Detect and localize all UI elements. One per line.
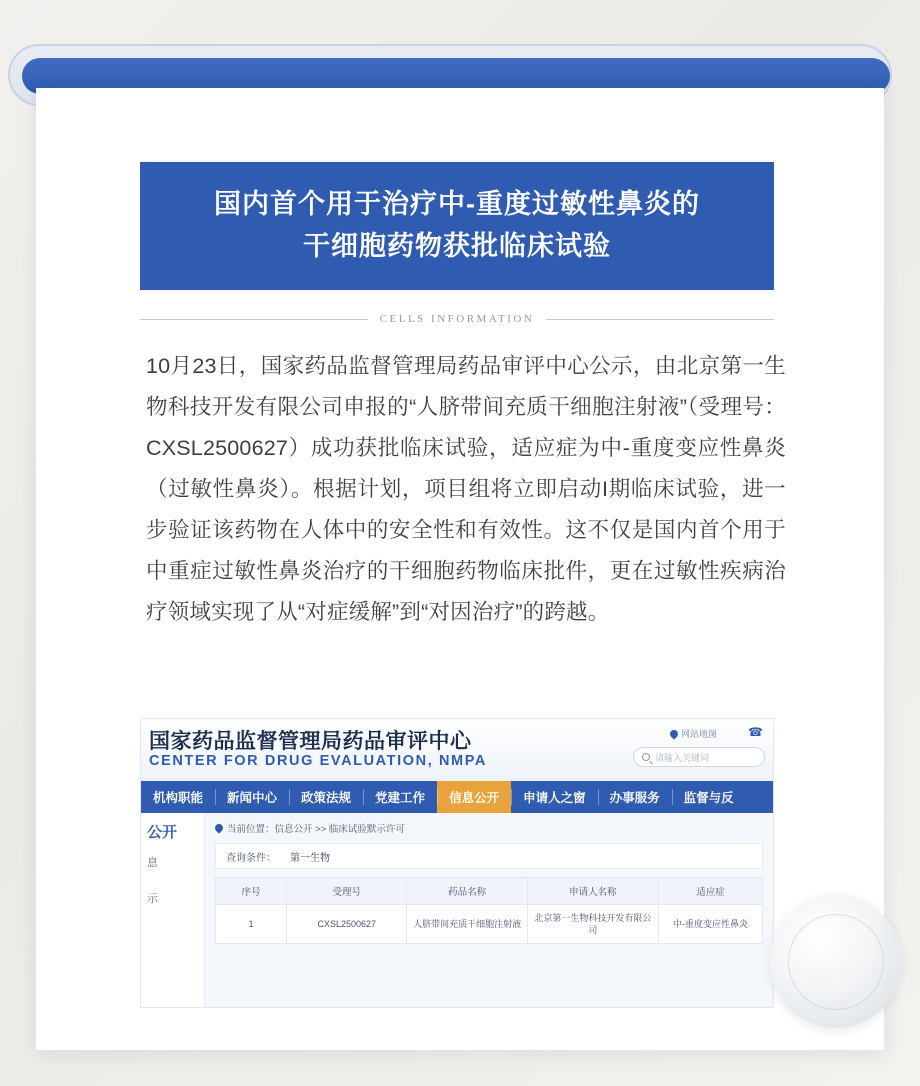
divider-rule-left xyxy=(140,319,368,320)
page-title-line-1: 国内首个用于治疗中-重度过敏性鼻炎的 xyxy=(214,189,700,220)
site-name-cn: 国家药品监督管理局药品审评中心 xyxy=(149,730,472,753)
table-header-3: 申请人名称 xyxy=(527,878,658,905)
nav-item-6[interactable]: 办事服务 xyxy=(598,781,672,813)
breadcrumb xyxy=(215,821,763,835)
page-title-line-2: 干细胞药物获批临床试验 xyxy=(303,231,611,261)
nav-item-4[interactable]: 信息公开 xyxy=(437,781,511,813)
decorative-sphere xyxy=(770,896,902,1028)
phone-icon: ☎ xyxy=(748,725,763,739)
site-header xyxy=(141,719,773,781)
nav-item-5[interactable]: 申请人之窗 xyxy=(511,781,598,813)
cell-applicant: 北京第一生物科技开发有限公司 xyxy=(527,905,658,944)
sidebar-item-0[interactable]: 息 xyxy=(147,857,158,869)
divider-rule-right xyxy=(546,319,774,320)
article-card xyxy=(36,88,884,1050)
divider-caption: CELLS INFORMATION xyxy=(379,313,535,325)
table-header-4: 适应症 xyxy=(659,878,763,905)
query-value: 第一生物 xyxy=(290,852,330,864)
cell-drug-name: 人脐带间充质干细胞注射液 xyxy=(407,905,527,944)
site-map-link[interactable] xyxy=(670,727,717,740)
site-main xyxy=(205,813,773,1008)
breadcrumb-text: 当前位置：信息公开 >> 临床试验默示许可 xyxy=(227,824,405,835)
site-search-box[interactable] xyxy=(633,747,765,767)
nav-item-2[interactable]: 政策法规 xyxy=(289,781,363,813)
cell-indication: 中-重度变应性鼻炎 xyxy=(659,905,763,944)
site-nav[interactable] xyxy=(141,781,773,813)
nav-item-7[interactable]: 监督与反 xyxy=(672,781,746,813)
search-placeholder: 请输入关键词 xyxy=(655,752,710,763)
embedded-website-screenshot xyxy=(140,718,774,1008)
results-table xyxy=(215,877,763,944)
query-label: 查询条件： xyxy=(226,852,276,864)
nav-item-3[interactable]: 党建工作 xyxy=(363,781,437,813)
table-row[interactable] xyxy=(216,905,763,944)
article-title-block xyxy=(140,162,774,290)
location-pin-icon xyxy=(668,728,679,739)
search-icon xyxy=(642,753,650,761)
title-divider xyxy=(140,310,774,328)
table-header-1: 受理号 xyxy=(287,878,407,905)
query-condition-bar xyxy=(215,843,763,869)
nav-item-0[interactable]: 机构职能 xyxy=(153,791,204,805)
cell-index: 1 xyxy=(216,905,287,944)
article-body: 10月23日，国家药品监督管理局药品审评中心公示，由北京第一生物科技开发有限公司申报的“人脐带间充质干细胞注射液”（受理号：CXSL2500627）成功获批临床试验，适应症为中-重度变应性鼻炎（过敏性鼻炎）。根据计划，项目组将立即启动I期临床试验，进一步验证该药物在人体中的安全性和有效性。这不仅是国内首个用于中重症过敏性鼻炎治疗的干细胞药物临床批件，更在过敏性疾病治疗领域实现了从“对症缓解”到“对因治疗”的跨越。 xyxy=(146,354,786,624)
site-sidebar xyxy=(141,813,205,1008)
site-body xyxy=(141,813,773,1008)
sidebar-item-1[interactable]: 示 xyxy=(147,893,158,905)
site-map-label: 网站地图 xyxy=(680,729,717,739)
site-name-en: CENTER FOR DRUG EVALUATION, NMPA xyxy=(149,753,487,769)
nav-item-1[interactable]: 新闻中心 xyxy=(215,781,289,813)
cell-acceptance-no: CXSL2500627 xyxy=(287,905,407,944)
table-header-row xyxy=(216,878,763,905)
location-pin-icon xyxy=(213,822,224,833)
table-header-2: 药品名称 xyxy=(407,878,527,905)
sidebar-title: 公开 xyxy=(147,824,178,841)
table-header-0: 序号 xyxy=(216,878,287,905)
